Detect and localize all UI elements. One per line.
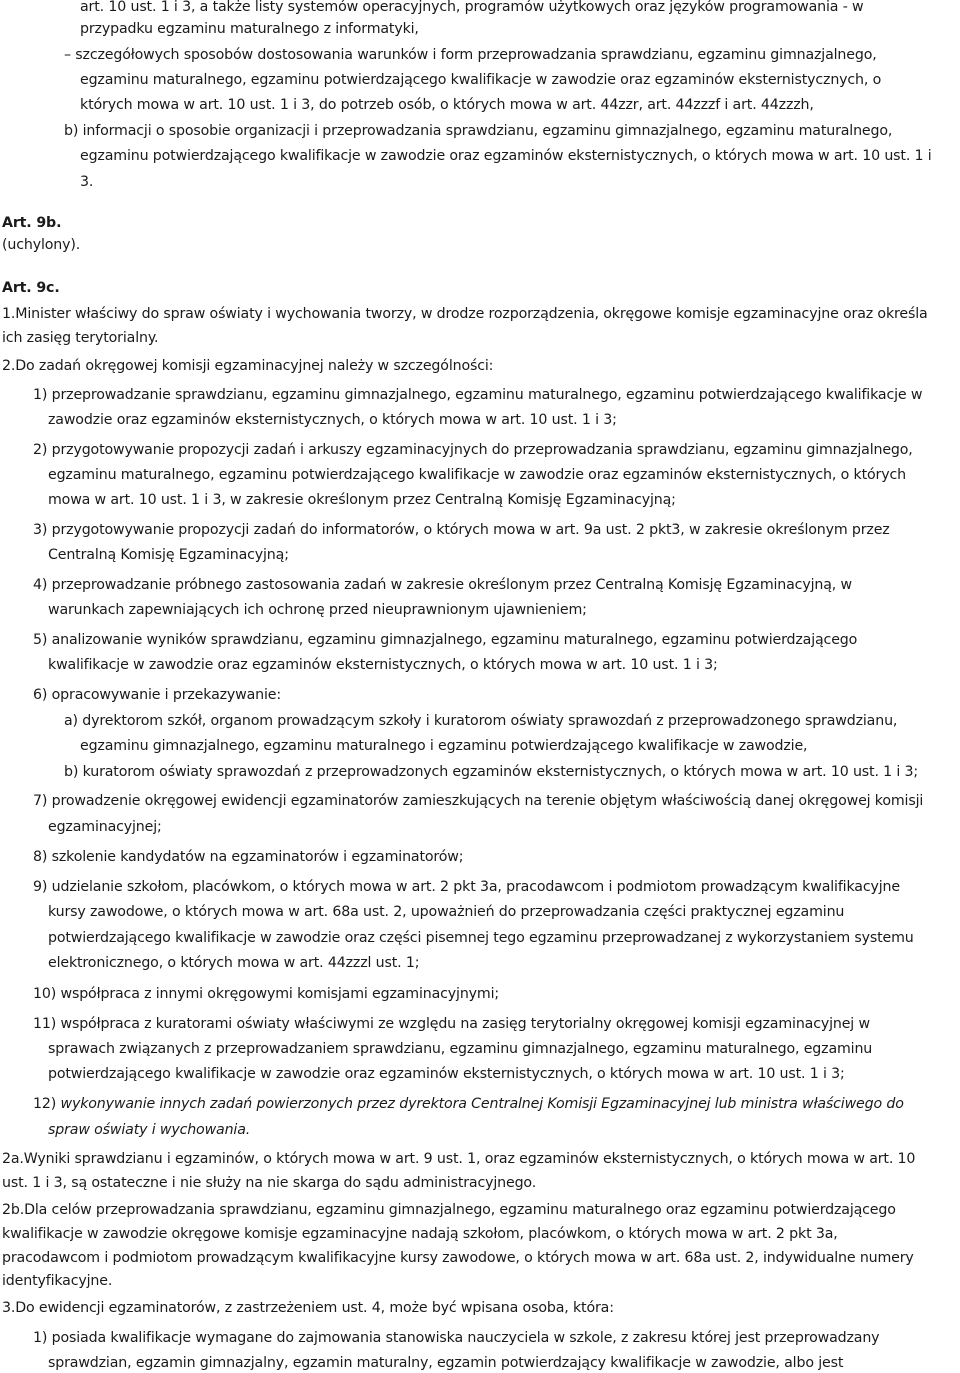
item-1-line-2: zawodzie oraz egzaminów eksternistycznych, o których mowa w art. 10 ust. 1 i 3; [48,412,617,428]
item-6-line-1: 6) opracowywanie i przekazywanie: [33,687,281,703]
item-5-line-2: kwalifikacje w zawodzie oraz egzaminów eksternistycznych, o których mowa w art. 10 ust. 1 i 3; [48,657,718,673]
item-9-line-1: 9) udzielanie szkołom, placówkom, o których mowa w art. 2 pkt 3a, pracodawcom i podmiotom prowadzącym kwalifikacyjne [33,879,900,895]
item-7-line-1: 7) prowadzenie okręgowej ewidencji egzaminatorów zamieszkujących na terenie objętym właściwością danej okręgowej komisji [33,793,924,809]
item-4-line-2: warunkach zapewniających ich ochronę przed nieuprawnionym ujawnieniem; [48,602,587,618]
item-10-line-1: 10) współpraca z innymi okręgowymi komisjami egzaminacyjnymi; [33,986,500,1002]
item-12-line-2: spraw oświaty i wychowania. [48,1122,251,1138]
item-8-line-1: 8) szkolenie kandydatów na egzaminatorów i egzaminatorów; [33,849,464,865]
item-2-line-2: egzaminu maturalnego, egzaminu potwierdzającego kwalifikacje w zawodzie oraz egzaminów eksternistycznych, o których [48,467,906,483]
item-6a-line-1: a) dyrektorom szkół, organom prowadzącym szkoły i kuratorom oświaty sprawozdań z przeprowadzonego sprawdzianu, [64,713,898,729]
item-3-line-2: Centralną Komisję Egzaminacyjną; [48,547,289,563]
item-7-line-2: egzaminacyjnej; [48,819,162,835]
p2a-line-2: ust. 1 i 3, są ostateczne i nie służy na nie skarga do sądu administracyjnego. [2,1175,537,1191]
item-4-line-1: 4) przeprowadzanie próbnego zastosowania zadań w zakresie określonym przez Centralną Komisję Egzaminacyjną, w [33,577,852,593]
item-6b-line-1: b) kuratorom oświaty sprawozdań z przeprowadzonych egzaminów eksternistycznych, o których mowa w art. 10 ust. 1 i 3; [64,764,919,780]
top-line-1: art. 10 ust. 1 i 3, a także listy systemów operacyjnych, programów użytkowych oraz języków programowania - w [80,0,864,15]
item-12-text: wykonywanie innych zadań powierzonych przez dyrektora Centralnej Komisji Egzaminacyjnej lub ministra właściwego do [60,1096,904,1112]
item-5-line-1: 5) analizowanie wyników sprawdzianu, egzaminu gimnazjalnego, egzaminu maturalnego, egzaminu potwierdzającego [33,632,858,648]
p3-item-1-line-1: 1) posiada kwalifikacje wymagane do zajmowania stanowiska nauczyciela w szkole, z zakresu której jest przeprowadzany [33,1330,880,1346]
top-line-5: których mowa w art. 10 ust. 1 i 3, do potrzeb osób, o których mowa w art. 44zzr, art. 44zzzf i art. 44zzzh, [80,97,814,113]
item-2-line-1: 2) przygotowywanie propozycji zadań i arkuszy egzaminacyjnych do przeprowadzania sprawdzianu, egzaminu gimnazjalnego, [33,442,913,458]
top-b-line-3: 3. [80,174,94,190]
item-6a-line-2: egzaminu gimnazjalnego, egzaminu maturalnego i egzaminu potwierdzającego kwalifikacje w zawodzie, [80,738,808,754]
top-line-4: egzaminu maturalnego, egzaminu potwierdzającego kwalifikacje w zawodzie oraz egzaminów eksternistycznych, o [80,72,882,88]
top-line-2: przypadku egzaminu maturalnego z informatyki, [80,21,419,37]
art-9c-heading: Art. 9c. [2,280,60,296]
art-9b-note: (uchylony). [2,237,81,253]
item-3-line-1: 3) przygotowywanie propozycji zadań do informatorów, o których mowa w art. 9a ust. 2 pkt3, w zakresie określonym przez [33,522,890,538]
art-9b-heading: Art. 9b. [2,215,62,231]
p2b-line-1: 2b.Dla celów przeprowadzania sprawdzianu, egzaminu gimnazjalnego, egzaminu maturalnego oraz egzaminu potwierdzającego [2,1202,896,1218]
item-12-line-1 [33,1095,904,1113]
item-9-line-4: elektronicznego, o których mowa w art. 44zzzl ust. 1; [48,955,420,971]
item-11-line-2: sprawach związanych z przeprowadzaniem sprawdzianu, egzaminu gimnazjalnego, egzaminu maturalnego, egzaminu [48,1041,873,1057]
item-11-line-3: potwierdzającego kwalifikacje w zawodzie oraz egzaminów eksternistycznych, o których mowa w art. 10 ust. 1 i 3; [48,1066,845,1082]
p2b-line-2: kwalifikacje w zawodzie okręgowe komisje egzaminacyjne nadają szkołom, placówkom, o których mowa w art. 2 pkt 3a, [2,1226,838,1242]
p3-intro: 3.Do ewidencji egzaminatorów, z zastrzeżeniem ust. 4, może być wpisana osoba, która: [2,1300,614,1316]
p2b-line-4: identyfikacyjne. [2,1273,113,1289]
top-line-3: – szczegółowych sposobów dostosowania warunków i form przeprowadzania sprawdzianu, egzaminu gimnazjalnego, [64,47,877,63]
art-9c-p1-line-2: ich zasięg terytorialny. [2,330,159,346]
item-11-line-1: 11) współpraca z kuratorami oświaty właściwymi ze względu na zasięg terytorialny okręgowej komisji egzaminacyjnej w [33,1016,870,1032]
item-9-line-3: potwierdzającego kwalifikacje w zawodzie oraz części pisemnej tego egzaminu przeprowadzanej z wykorzystaniem systemu [48,930,914,946]
top-b-line-2: egzaminu potwierdzającego kwalifikacje w zawodzie oraz egzaminów eksternistycznych, o których mowa w art. 10 ust. 1 i [80,148,932,164]
art-9c-p1-line-1: 1.Minister właściwy do spraw oświaty i wychowania tworzy, w drodze rozporządzenia, okręgowe komisje egzaminacyjne oraz określa [2,306,928,322]
top-b-line-1: b) informacji o sposobie organizacji i przeprowadzania sprawdzianu, egzaminu gimnazjalnego, egzaminu maturalnego, [64,123,893,139]
item-12-number: 12) [33,1096,57,1112]
art-9c-p2-intro: 2.Do zadań okręgowej komisji egzaminacyjnej należy w szczególności: [2,358,494,374]
p3-item-1-line-2: sprawdzian, egzamin gimnazjalny, egzamin maturalny, egzamin potwierdzający kwalifikacje w zawodzie, albo jest [48,1355,844,1371]
p2a-line-1: 2a.Wyniki sprawdzianu i egzaminów, o których mowa w art. 9 ust. 1, oraz egzaminów eksternistycznych, o których mowa w art. 10 [2,1151,916,1167]
item-2-line-3: mowa w art. 10 ust. 1 i 3, w zakresie określonym przez Centralną Komisję Egzaminacyjną; [48,492,676,508]
item-9-line-2: kursy zawodowe, o których mowa w art. 68a ust. 2, upoważnień do przeprowadzania części praktycznej egzaminu [48,904,845,920]
item-1-line-1: 1) przeprowadzanie sprawdzianu, egzaminu gimnazjalnego, egzaminu maturalnego, egzaminu potwierdzającego kwalifikacje w [33,387,923,403]
p2b-line-3: pracodawcom i podmiotom prowadzącym kwalifikacyjne kursy zawodowe, o których mowa w art. 68a ust. 2, indywidualne numery [2,1250,914,1266]
